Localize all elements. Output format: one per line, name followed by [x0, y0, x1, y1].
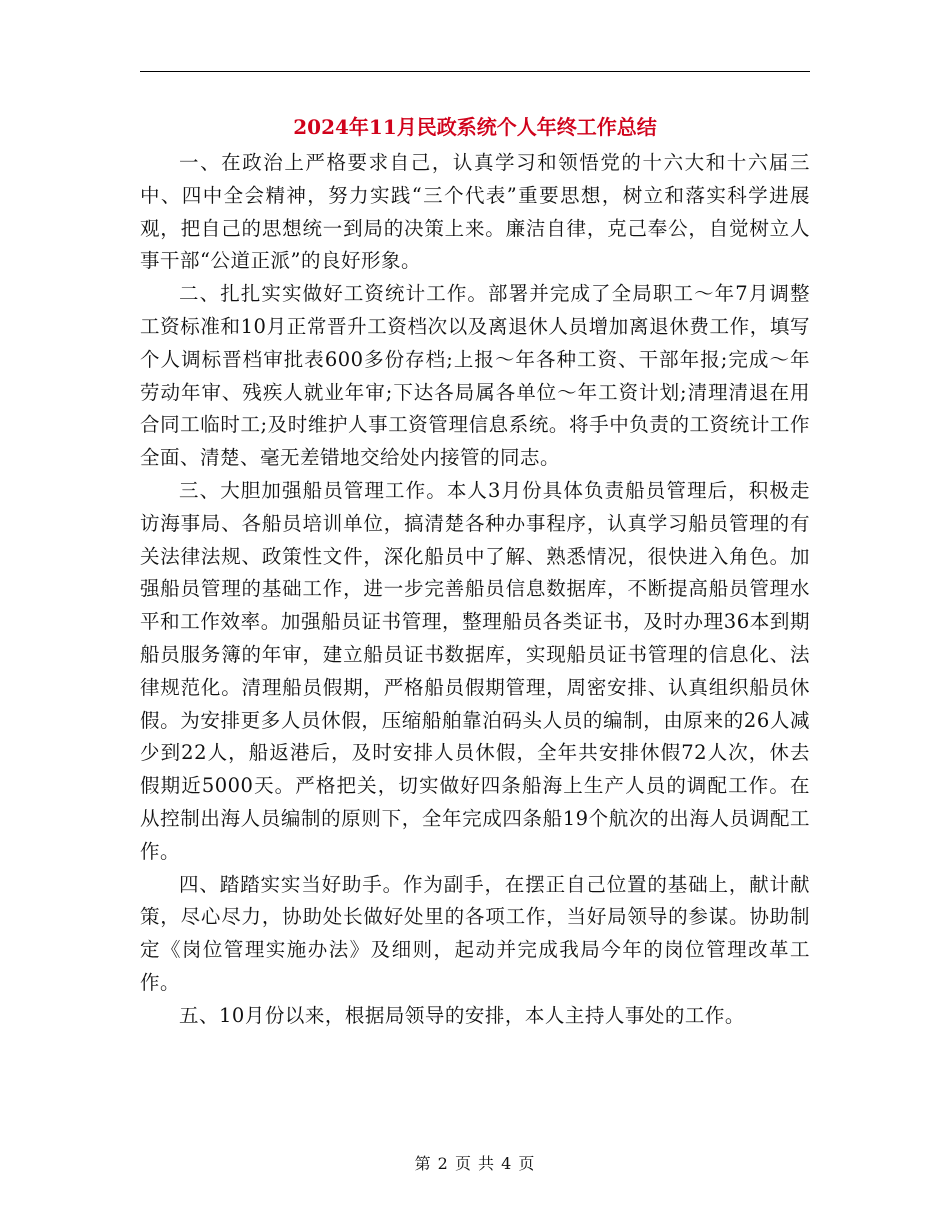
paragraph-4: 四、踏踏实实当好助手。作为副手，在摆正自己位置的基础上，献计献策，尽心尽力，协助处长做好处里的各项工作，当好局领导的参谋。协助制定《岗位管理实施办法》及细则，起动并完成我局今年的岗位管理改革工作。	[140, 872, 810, 994]
paragraph-2: 二、扎扎实实做好工资统计工作。部署并完成了全局职工～年7月调整工资标准和10月正常晋升工资档次以及离退休人员增加离退休费工作，填写个人调标晋档审批表600多份存档;上报～年各种工资、干部年报;完成～年劳动年审、残疾人就业年审;下达各局属各单位～年工资计划;清理清退在用合同工临时工;及时维护人事工资管理信息系统。将手中负责的工资统计工作全面、清楚、毫无差错地交给处内接管的同志。	[140, 282, 810, 470]
page-footer	[0, 1152, 950, 1176]
document-title: 2024年11月民政系统个人年终工作总结	[293, 115, 657, 139]
document-body	[140, 147, 810, 1033]
page-number-label: 第 2 页 共 4 页	[414, 1154, 536, 1173]
paragraph-1: 一、在政治上严格要求自己，认真学习和领悟党的十六大和十六届三中、四中全会精神，努力实践“三个代表”重要思想，树立和落实科学进展观，把自己的思想统一到局的决策上来。廉洁自律，克己奉公，自觉树立人事干部“公道正派”的良好形象。	[140, 151, 810, 273]
header-rule	[140, 71, 810, 72]
paragraph-3: 三、大胆加强船员管理工作。本人3月份具体负责船员管理后，积极走访海事局、各船员培训单位，搞清楚各种办事程序，认真学习船员管理的有关法律法规、政策性文件，深化船员中了解、熟悉情况，很快进入角色。加强船员管理的基础工作，进一步完善船员信息数据库，不断提高船员管理水平和工作效率。加强船员证书管理，整理船员各类证书，及时办理36本到期船员服务簿的年审，建立船员证书数据库，实现船员证书管理的信息化、法律规范化。清理船员假期，严格船员假期管理，周密安排、认真组织船员休假。为安排更多人员休假，压缩船舶靠泊码头人员的编制，由原来的26人减少到22人，船返港后，及时安排人员休假，全年共安排休假72人次，休去假期近5000天。严格把关，切实做好四条船海上生产人员的调配工作。在从控制出海人员编制的原则下，全年完成四条船19个航次的出海人员调配工作。	[140, 478, 810, 863]
paragraph-5: 五、10月份以来，根据局领导的安排，本人主持人事处的工作。	[179, 1003, 745, 1027]
